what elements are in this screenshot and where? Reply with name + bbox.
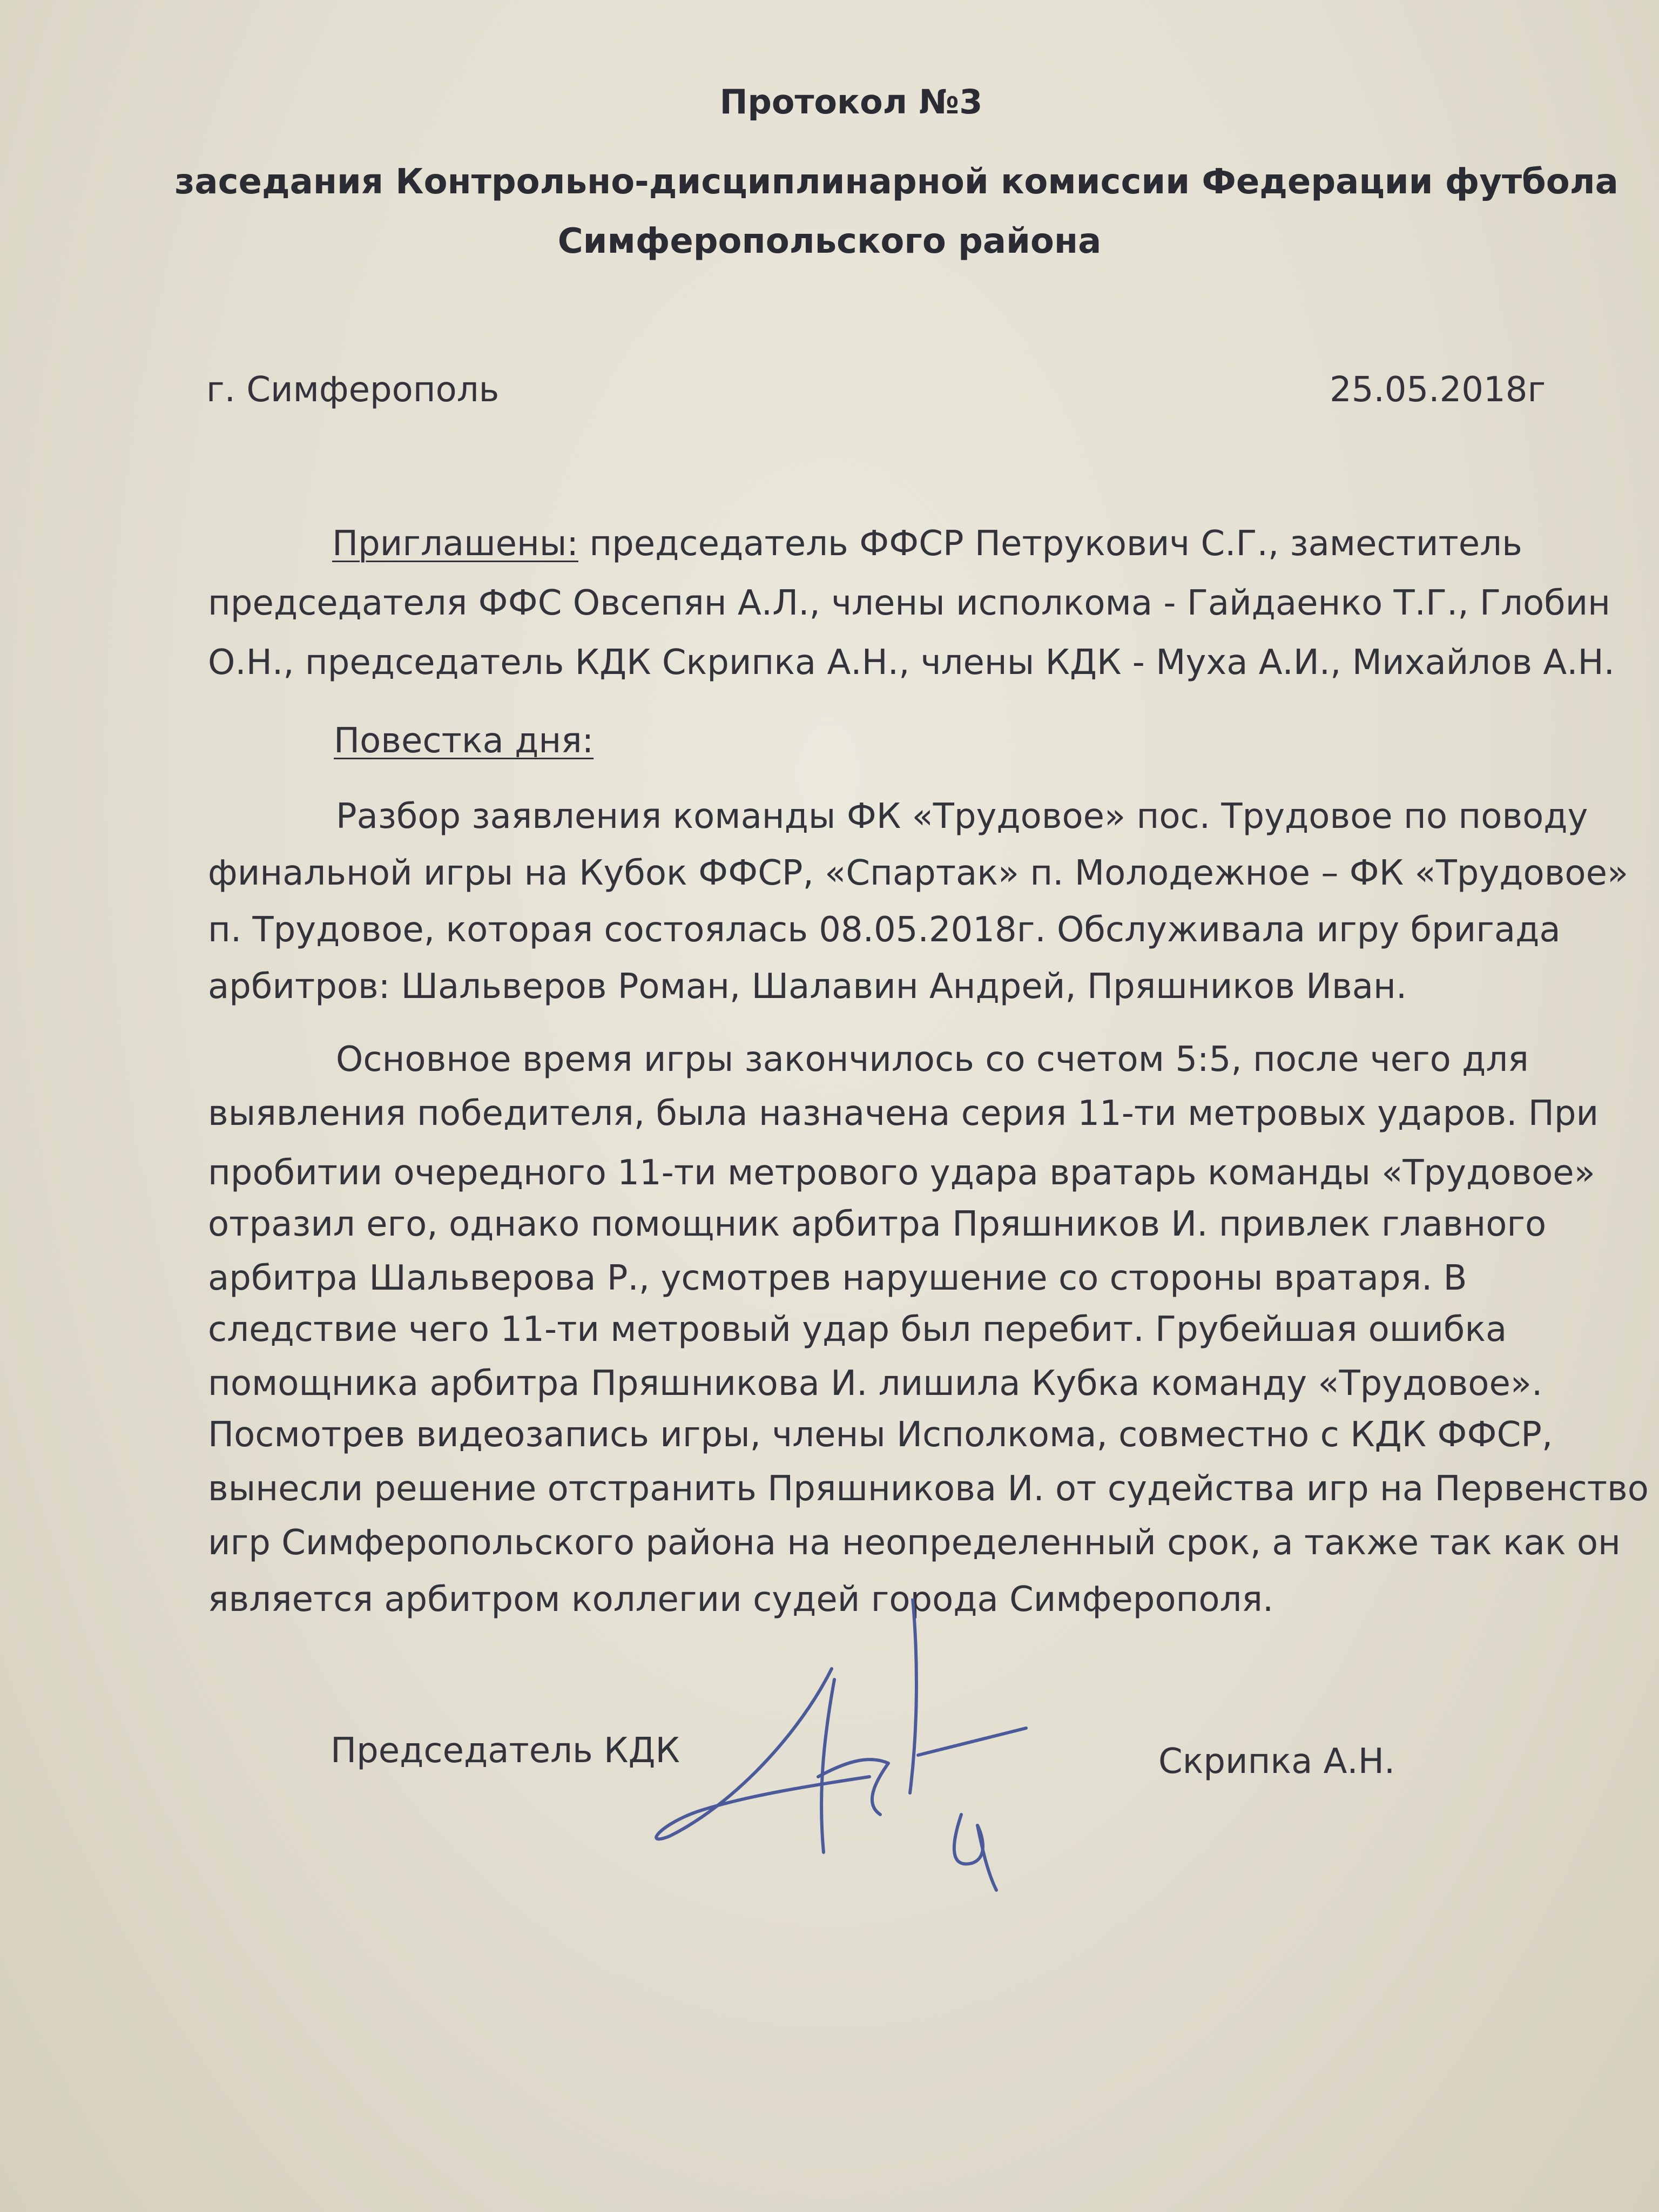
meeting-place: г. Симферополь xyxy=(206,370,500,410)
paragraph2-line-2: выявления победителя, была назначена серия 11-ти метровых ударов. При xyxy=(208,1094,1599,1134)
signature-title: Председатель КДК xyxy=(331,1731,680,1771)
invited-line-2: председателя ФФС Овсепян А.Л., члены исполкома - Гайдаенко Т.Г., Глобин xyxy=(208,583,1610,623)
paragraph2-line-3: пробитии очередного 11-ти метрового удара вратарь команды «Трудовое» xyxy=(208,1153,1595,1193)
paragraph2-line-7: помощника арбитра Пряшникова И. лишила Кубка команду «Трудовое». xyxy=(208,1364,1543,1404)
signature-stroke-vertical xyxy=(821,1680,834,1852)
signature-stroke-tall xyxy=(910,1599,916,1793)
paragraph2-line-8: Посмотрев видеозапись игры, члены Исполкома, совместно с КДК ФФСР, xyxy=(208,1415,1553,1455)
signature-stroke-tail xyxy=(918,1728,1026,1755)
paragraph2-line-9: вынесли решение отстранить Пряшникова И. от судейства игр на Первенство xyxy=(208,1469,1649,1509)
paragraph2-line-10: игр Симферопольского района на неопределенный срок, а также так как он xyxy=(208,1523,1621,1563)
invited-text-1: председатель ФФСР Петрукович С.Г., заместитель xyxy=(578,524,1522,564)
signature-stroke-initial xyxy=(954,1815,996,1890)
paragraph1-line-1: Разбор заявления команды ФК «Трудовое» пос. Трудовое по поводу xyxy=(336,797,1588,837)
signature-stroke-loop xyxy=(818,1759,888,1815)
paragraph1-line-2: финальной игры на Кубок ФФСР, «Спартак» п. Молодежное – ФК «Трудовое» xyxy=(208,853,1629,893)
paragraph2-line-5: арбитра Шальверова Р., усмотрев нарушение со стороны вратаря. В xyxy=(208,1258,1467,1298)
signature-stroke-main xyxy=(656,1669,869,1839)
protocol-subtitle-line1: заседания Контрольно-дисциплинарной комиссии Федерации футбола xyxy=(174,162,1618,202)
meeting-date: 25.05.2018г xyxy=(1330,370,1546,410)
paragraph2-line-6: следствие чего 11-ти метровый удар был перебит. Грубейшая ошибка xyxy=(208,1310,1507,1350)
paragraph2-line-1: Основное время игры закончилось со счетом 5:5, после чего для xyxy=(336,1040,1529,1080)
paragraph2-line-4: отразил его, однако помощник арбитра Пряшников И. привлек главного xyxy=(208,1204,1547,1244)
invited-line-1 xyxy=(332,524,1522,564)
paragraph1-line-4: арбитров: Шальверов Роман, Шалавин Андрей, Пряшников Иван. xyxy=(208,967,1407,1007)
signature-name: Скрипка А.Н. xyxy=(1158,1742,1395,1782)
invited-label: Приглашены: xyxy=(332,524,578,564)
invited-line-3: О.Н., председатель КДК Скрипка А.Н., члены КДК - Муха А.И., Михайлов А.Н. xyxy=(208,643,1615,683)
paragraph2-line-11: является арбитром коллегии судей города Симферополя. xyxy=(208,1580,1274,1620)
protocol-title: Протокол №3 xyxy=(719,82,983,122)
paragraph1-line-3: п. Трудовое, которая состоялась 08.05.2018г. Обслуживала игру бригада xyxy=(208,910,1561,950)
agenda-label: Повестка дня: xyxy=(334,721,594,761)
protocol-subtitle-line2: Симферопольского района xyxy=(557,221,1102,261)
handwritten-signature xyxy=(637,1599,1069,1912)
